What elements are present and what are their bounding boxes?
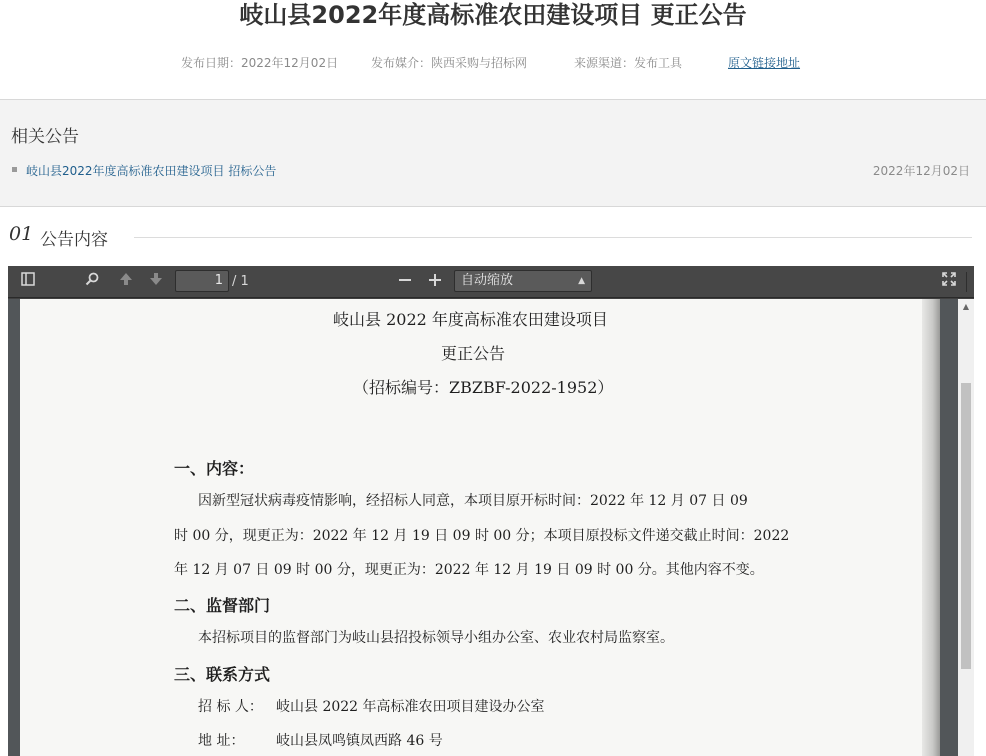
doc-title-line1: 岐山县 2022 年度高标准农田建设项目: [333, 310, 608, 329]
fullscreen-icon[interactable]: [937, 270, 961, 294]
arrow-up-icon[interactable]: [114, 270, 138, 294]
section-heading: [0, 207, 986, 265]
pdf-toolbar: [8, 266, 974, 298]
doc-section1-heading: 一、内容：: [174, 459, 255, 478]
doc-section3-heading: 三、联系方式: [174, 665, 271, 684]
section-label: 公告内容: [40, 230, 108, 250]
zoom-in-icon[interactable]: [423, 270, 447, 294]
chevron-up-down-icon: ▲: [578, 276, 585, 286]
scrollbar[interactable]: [958, 299, 974, 756]
related-item-date: 2022年12月02日: [872, 164, 970, 178]
publish-date: 发布日期：2022年12月02日: [181, 56, 339, 70]
zoom-out-icon[interactable]: [393, 270, 417, 294]
related-title: 相关公告: [11, 127, 79, 147]
doc-contact-label1: 招 标 人：: [198, 699, 263, 715]
related-item-link[interactable]: 岐山县2022年度高标准农田建设项目 招标公告: [26, 164, 277, 178]
doc-title-line2: 更正公告: [441, 344, 506, 363]
doc-section1-line2: 时 00 分，现更正为：2022 年 12 月 19 日 09 时 00 分；本项目原投标文件递交截止时间：2022: [174, 528, 790, 544]
doc-bid-number: （招标编号：ZBZBF-2022-1952）: [353, 378, 614, 397]
section-number: 01: [9, 223, 34, 245]
zoom-select[interactable]: [454, 270, 592, 292]
divider: [134, 237, 972, 238]
list-item: [12, 162, 970, 178]
doc-section1-line3: 年 12 月 07 日 09 时 00 分，现更正为：2022 年 12 月 19 日 09 时 00 分。其他内容不变。: [174, 562, 764, 578]
doc-section1-line1: 因新型冠状病毒疫情影响，经招标人同意，本项目原开标时间：2022 年 12 月 07 日 09: [198, 493, 748, 509]
page-title: 岐山县2022年度高标准农田建设项目 更正公告: [239, 1, 747, 29]
publish-media: 发布媒介：陕西采购与招标网: [371, 56, 528, 70]
bullet-icon: [12, 167, 17, 172]
doc-contact-label2: 地 址：: [198, 733, 245, 749]
doc-contact-value1: 岐山县 2022 年高标准农田项目建设办公室: [276, 699, 545, 715]
page-number-input[interactable]: 1: [175, 270, 229, 292]
doc-contact-value2: 岐山县凤鸣镇凤西路 46 号: [276, 733, 443, 749]
pdf-page: [20, 299, 940, 756]
page-edge-shadow: [922, 299, 940, 756]
scroll-thumb[interactable]: [961, 383, 971, 669]
arrow-down-icon[interactable]: [144, 270, 168, 294]
zoom-value: 自动缩放: [461, 273, 514, 288]
toolbar-divider: [966, 272, 967, 292]
doc-section2-line1: 本招标项目的监督部门为岐山县招投标领导小组办公室、农业农村局监察室。: [198, 630, 674, 646]
pdf-viewer: [8, 266, 974, 756]
pdf-viewport[interactable]: [8, 299, 974, 756]
doc-section2-heading: 二、监督部门: [174, 596, 271, 615]
search-icon[interactable]: [80, 270, 104, 294]
source-link[interactable]: 原文链接地址: [728, 56, 801, 70]
page-header: [0, 0, 986, 100]
related-announcements: [0, 99, 986, 207]
page-total: / 1: [232, 274, 249, 289]
source-channel: 来源渠道：发布工具: [574, 56, 683, 70]
scroll-up-arrow-icon[interactable]: ▲: [962, 302, 970, 311]
sidebar-toggle-icon[interactable]: [16, 270, 40, 294]
